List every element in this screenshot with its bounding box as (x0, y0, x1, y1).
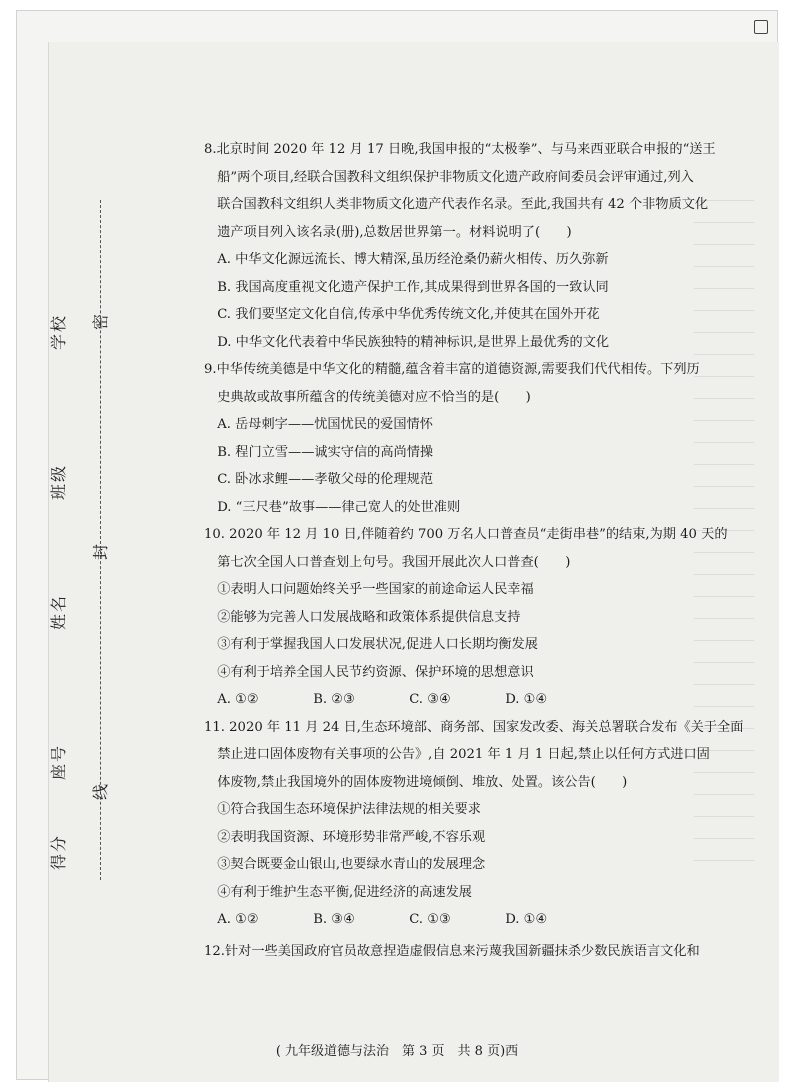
option-d: D. “三尺巷”故事——律己宽人的处世准则 (217, 499, 461, 515)
class-label: 班级 (49, 463, 68, 500)
answer-choices (204, 906, 744, 934)
question-stem: 8.北京时间 2020 年 12 月 17 日晚,我国申报的“太极拳”、与马来西亚联合申报的“送王 船”两个项目,经联合国教科文组织保护非物质文化遗产政府间委员会评审通过,列入 联合国教科文组织人类非物质文化遗产代表作名录。至此,我国共有 42 个非物质文化 遗产项目列入该名录(册),总数居世界第一。材料说明了( ) (204, 142, 716, 240)
name-label: 姓名 (49, 593, 68, 630)
option-a: A. 中华文化源远流长、博大精深,虽历经沧桑仍薪火相传、历久弥新 (217, 252, 609, 267)
choice-d: D. ①④ (505, 912, 548, 927)
question-stem: 10. 2020 年 12 月 10 日,伴随着约 700 万名人口普查员“走街串巷”的结束,为期 40 天的 第七次全国人口普查划上句号。我国开展此次人口普查( ) (204, 527, 728, 570)
seal-dashed-line (100, 200, 101, 880)
seal-char-1: 密 (91, 311, 110, 330)
option-b: B. 程门立雪——诚实守信的高尚情操 (217, 444, 434, 460)
option-b: B. 我国高度重视文化遗产保护工作,其成果得到世界各国的一致认同 (217, 279, 609, 295)
question-8 (204, 136, 744, 356)
choice-a: A. ①② (217, 692, 259, 707)
statement-1: ①符合我国生态环境保护法律法规的相关要求 (217, 802, 481, 817)
seal-char-3: 线 (91, 781, 110, 800)
question-stem: 11. 2020 年 11 月 24 日,生态环境部、商务部、国家发改委、海关总署联合发布《关于全面 禁止进口固体废物有关事项的公告》,自 2021 年 1 月 1 日起,禁止以任何方式进口固 体废物,禁止我国境外的固体废物进境倾倒、堆放、处置。该公告( ) (204, 719, 744, 790)
question-9 (204, 356, 744, 521)
seal-char-2: 封 (91, 541, 110, 560)
binding-margin (40, 200, 110, 880)
exam-content (204, 136, 744, 965)
statement-3: ③有利于掌握我国人口发展状况,促进人口长期均衡发展 (217, 637, 538, 652)
option-d: D. 中华文化代表着中华民族独特的精神标识,是世界上最优秀的文化 (217, 334, 610, 350)
question-12-stem: 12.针对一些美国政府官员故意捏造虚假信息来污蔑我国新疆抹杀少数民族语言文化和 (204, 943, 700, 959)
score-label: 得分 (49, 833, 68, 870)
choice-b: B. ②③ (313, 692, 355, 707)
statement-2: ②表明我国资源、环境形势非常严峻,不容乐观 (217, 829, 486, 845)
option-c: C. 我们要坚定文化自信,传承中华优秀传统文化,并使其在国外开花 (217, 307, 600, 322)
option-c: C. 卧冰求鲤——孝敬父母的伦理规范 (217, 472, 434, 487)
statement-1: ①表明人口问题始终关乎一些国家的前途命运人民幸福 (217, 582, 534, 597)
option-a: A. 岳母刺字——忧国忧民的爱国情怀 (217, 417, 433, 432)
school-label: 学校 (49, 313, 68, 350)
choice-d: D. ①④ (505, 692, 548, 707)
corner-mark (754, 20, 768, 34)
answer-choices (204, 686, 744, 714)
page-footer: ( 九年级道德与法治 第 3 页 共 8 页)西 (275, 1044, 519, 1059)
choice-a: A. ①② (217, 912, 259, 927)
statement-4: ④有利于维护生态平衡,促进经济的高速发展 (217, 884, 472, 900)
question-11 (204, 714, 744, 934)
statement-4: ④有利于培养全国人民节约资源、保护环境的思想意识 (217, 664, 534, 680)
seat-label: 座号 (49, 743, 68, 780)
choice-b: B. ③④ (313, 912, 355, 927)
statement-3: ③契合既要金山银山,也要绿水青山的发展理念 (217, 857, 486, 872)
question-stem: 9.中华传统美德是中华文化的精髓,蕴含着丰富的道德资源,需要我们代代相传。下列历 史典故或故事所蕴含的传统美德对应不恰当的是( ) (204, 362, 700, 405)
choice-c: C. ①③ (409, 912, 451, 927)
question-10 (204, 521, 744, 714)
statement-2: ②能够为完善人口发展战略和政策体系提供信息支持 (217, 609, 521, 625)
choice-c: C. ③④ (409, 692, 451, 707)
